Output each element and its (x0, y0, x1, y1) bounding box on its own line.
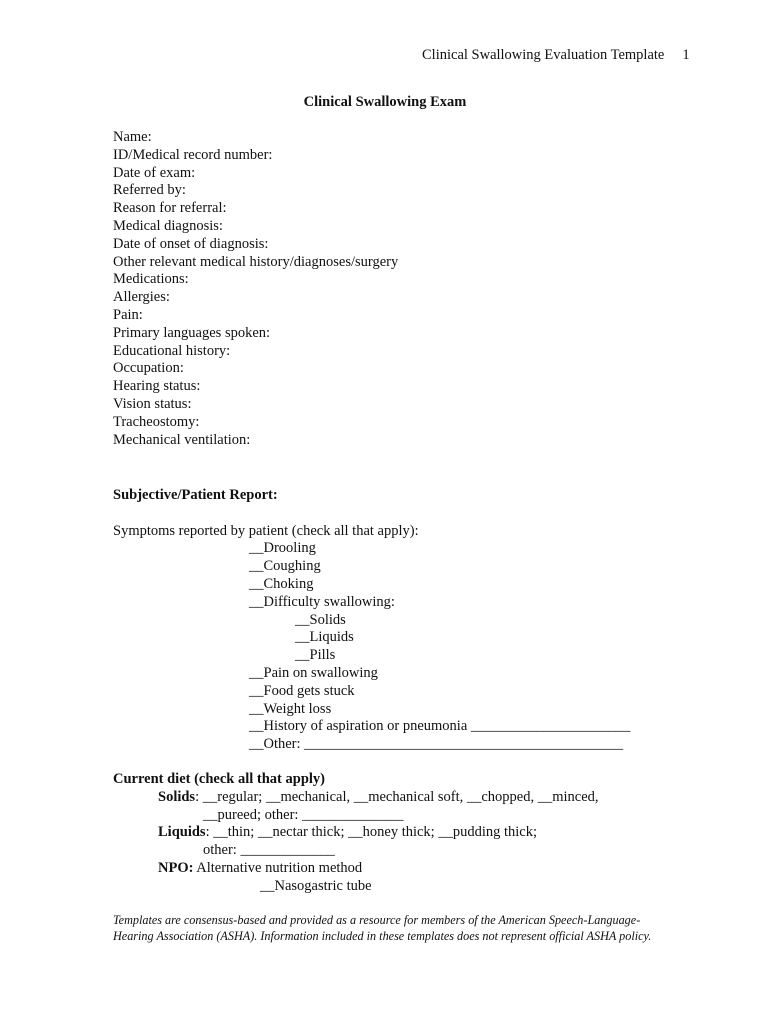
field-pain: Pain: (113, 306, 143, 323)
spacer (113, 505, 630, 523)
diet-solids-cont: __pureed; other: ______________ (203, 806, 404, 823)
field-date-exam: Date of exam: (113, 164, 196, 181)
footer-disclaimer: Templates are consensus-based and provided as a resource for members of the American Speech-Language-Hearing Association (ASHA). Information included in these templates does not represent official ASHA policy. (113, 913, 652, 943)
symptom-choking: __Choking (249, 575, 314, 592)
field-reason-referral: Reason for referral: (113, 200, 227, 217)
field-ventilation: Mechanical ventilation: (113, 431, 251, 448)
symptom-aspiration: __History of aspiration or pneumonia ______________________ (249, 718, 631, 735)
field-vision: Vision status: (113, 395, 192, 412)
field-referred-by: Referred by: (113, 182, 186, 199)
diet-npo (113, 860, 599, 878)
diet-solids-options: : __regular; __mechanical, __mechanical soft, __chopped, __minced, (195, 788, 599, 805)
field-occupation: Occupation: (113, 360, 184, 377)
symptom-other: __Other: ____________________________________________ (249, 736, 624, 753)
subjective-section (113, 487, 630, 754)
document-title: Clinical Swallowing Exam (303, 94, 467, 110)
field-education: Educational history: (113, 342, 231, 359)
diet-nasogastric: __Nasogastric tube (260, 877, 372, 894)
symptom-pills: __Pills (295, 647, 336, 664)
symptom-liquids: __Liquids (295, 629, 354, 646)
field-allergies: Allergies: (113, 289, 170, 306)
field-id: ID/Medical record number: (113, 146, 273, 163)
symptom-weight-loss: __Weight loss (249, 700, 332, 717)
diet-solids-label: Solids (158, 788, 196, 805)
diet-npo-text: Alternative nutrition method (193, 859, 363, 876)
symptom-food-stuck: __Food gets stuck (249, 682, 355, 699)
field-date-onset: Date of onset of diagnosis: (113, 235, 269, 252)
diet-heading: Current diet (check all that apply) (113, 771, 325, 787)
field-medical-diagnosis: Medical diagnosis: (113, 217, 223, 234)
symptoms-intro: Symptoms reported by patient (check all that apply): (113, 522, 419, 539)
diet-section (113, 771, 599, 896)
page-number: 1 (682, 47, 690, 63)
symptom-difficulty: __Difficulty swallowing: (249, 593, 395, 610)
symptom-coughing: __Coughing (249, 558, 321, 575)
field-medical-history: Other relevant medical history/diagnoses/surgery (113, 253, 399, 270)
field-medications: Medications: (113, 271, 189, 288)
diet-npo-label: NPO: (158, 859, 194, 876)
field-languages: Primary languages spoken: (113, 324, 271, 341)
field-tracheostomy: Tracheostomy: (113, 413, 200, 430)
diet-liquids-label: Liquids (158, 824, 206, 841)
running-header (422, 47, 690, 64)
field-hearing: Hearing status: (113, 378, 201, 395)
diet-liquids (113, 824, 599, 842)
subjective-heading: Subjective/Patient Report: (113, 487, 278, 503)
diet-solids (113, 789, 599, 807)
symptom-pain: __Pain on swallowing (249, 664, 378, 681)
header-title: Clinical Swallowing Evaluation Template (422, 47, 665, 63)
symptom-drooling: __Drooling (249, 540, 316, 557)
field-name: Name: (113, 129, 152, 145)
symptom-solids: __Solids (295, 611, 346, 628)
diet-liquids-cont: other: _____________ (203, 842, 335, 859)
diet-liquids-options: : __thin; __nectar thick; __honey thick; __pudding thick; (205, 824, 538, 841)
patient-info-fields (113, 129, 398, 449)
